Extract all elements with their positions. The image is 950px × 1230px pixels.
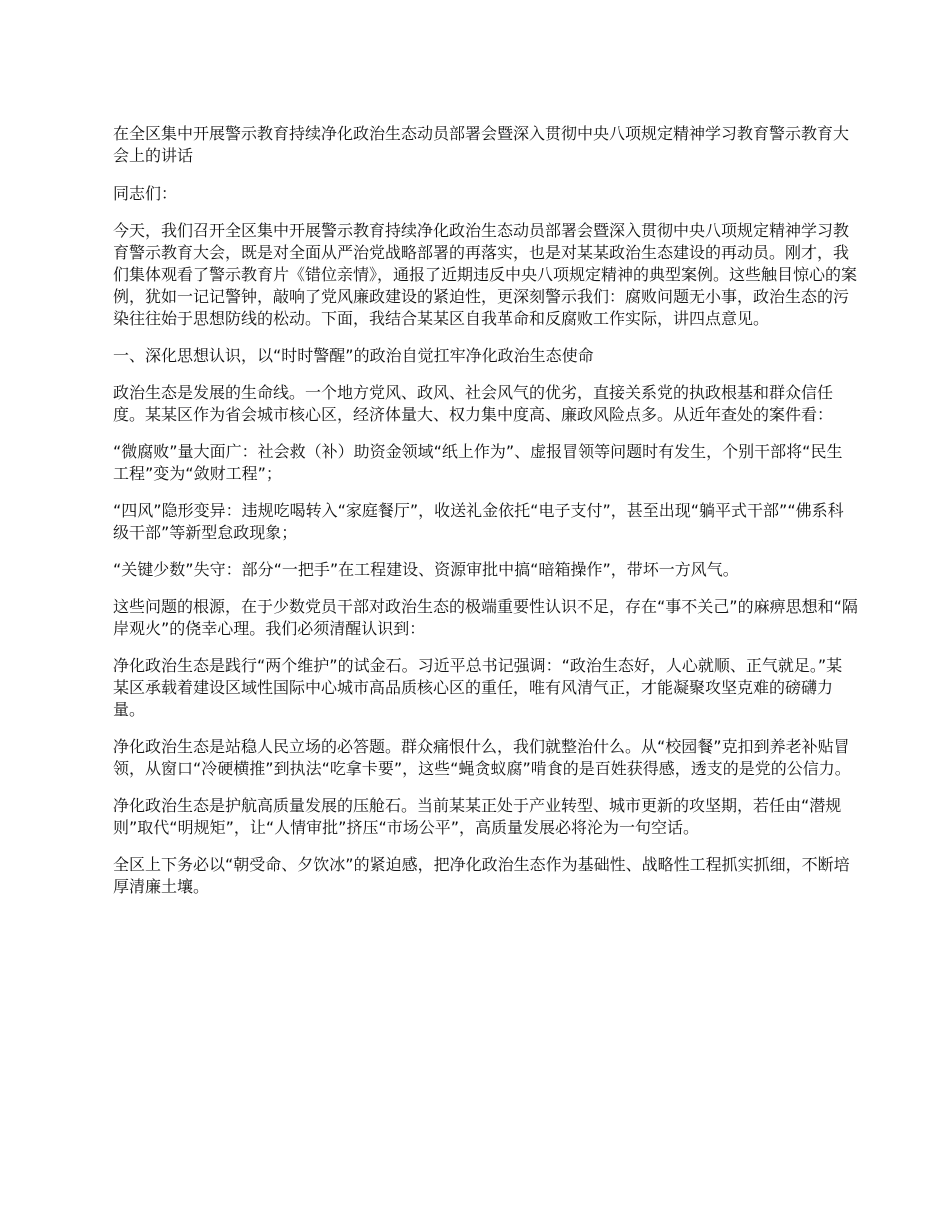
greeting: 同志们： (113, 184, 178, 203)
document-page (113, 123, 858, 913)
paragraph: 净化政治生态是站稳人民立场的必答题。群众痛恨什么，我们就整治什么。从“校园餐”克扣到养老补贴冒领，从窗口“冷硬横推”到执法“吃拿卡要”，这些“蝇贪蚁腐”啃食的是百姓获得感，透支的是党的公信力。 (113, 737, 851, 778)
paragraph: 全区上下务必以“朝受命、夕饮冰”的紧迫感，把净化政治生态作为基础性、战略性工程抓实抓细，不断培厚清廉土壤。 (113, 855, 850, 896)
paragraph: 净化政治生态是践行“两个维护”的试金石。习近平总书记强调：“政治生态好，人心就顺、正气就足。”某某区承载着建设区域性国际中心城市高品质核心区的重任，唯有风清气正，才能凝聚攻坚克难的磅礴力量。 (113, 656, 843, 719)
paragraph: 净化政治生态是护航高质量发展的压舱石。当前某某正处于产业转型、城市更新的攻坚期，若任由“潜规则”取代“明规矩”，让“人情审批”挤压“市场公平”，高质量发展必将沦为一句空话。 (113, 796, 842, 837)
paragraph: “四风”隐形变异：违规吃喝转入“家庭餐厅”，收送礼金依托“电子支付”，甚至出现“躺平式干部”“佛系科级干部”等新型怠政现象； (113, 501, 844, 542)
paragraph-opening: 今天，我们召开全区集中开展警示教育持续净化政治生态动员部署会暨深入贯彻中央八项规定精神学习教育警示教育大会，既是对全面从严治党战略部署的再落实，也是对某某政治生态建设的再动员。刚才，我们集体观看了警示教育片《错位亲情》，通报了近期违反中央八项规定精神的典型案例。这些触目惊心的案例，犹如一记记警钟，敲响了党风廉政建设的紧迫性，更深刻警示我们：腐败问题无小事，政治生态的污染往往始于思想防线的松动。下面，我结合某某区自我革命和反腐败工作实际，讲四点意见。 (113, 221, 858, 328)
paragraph: “关键少数”失守：部分“一把手”在工程建设、资源审批中搞“暗箱操作”，带坏一方风气。 (113, 560, 739, 579)
paragraph: 这些问题的根源，在于少数党员干部对政治生态的极端重要性认识不足，存在“事不关己”的麻痹思想和“隔岸观火”的侥幸心理。我们必须清醒认识到： (113, 597, 858, 638)
document-title: 在全区集中开展警示教育持续净化政治生态动员部署会暨深入贯彻中央八项规定精神学习教育警示教育大会上的讲话 (113, 124, 850, 165)
section-heading-1: 一、深化思想认识，以“时时警醒”的政治自觉扛牢净化政治生态使命 (113, 346, 594, 365)
paragraph: “微腐败”量大面广：社会救（补）助资金领域“纸上作为”、虚报冒领等问题时有发生，个别干部将“民生工程”变为“敛财工程”； (113, 442, 843, 483)
paragraph: 政治生态是发展的生命线。一个地方党风、政风、社会风气的优劣，直接关系党的执政根基和群众信任度。某某区作为省会城市核心区，经济体量大、权力集中度高、廉政风险点多。从近年查处的案件看： (113, 383, 834, 424)
